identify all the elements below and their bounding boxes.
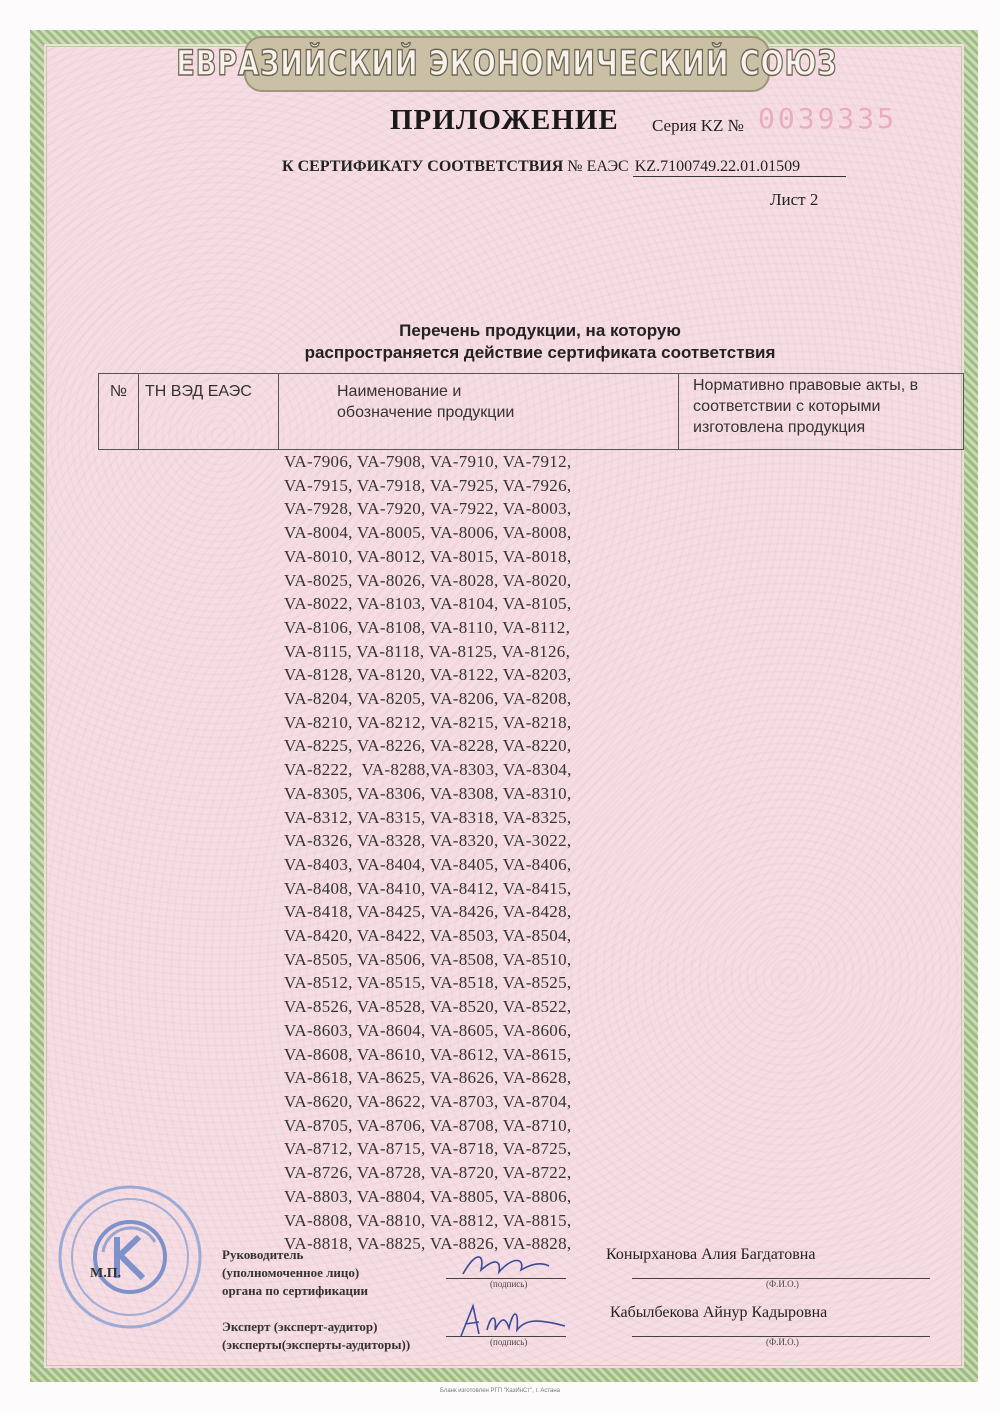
expert-label-line2: (эксперты(эксперты-аудиторы)) [222, 1337, 411, 1352]
head-label-line2: (уполномоченное лицо) [222, 1265, 360, 1280]
product-line: VA-7906, VA-7908, VA-7910, VA-7912, [284, 452, 572, 471]
product-line: VA-8603, VA-8604, VA-8605, VA-8606, [284, 1020, 572, 1040]
list-title [230, 320, 850, 364]
product-line: VA-7928, VA-7920, VA-7922, VA-8003, [284, 499, 572, 519]
product-line: VA-8712, VA-8715, VA-8718, VA-8725, [284, 1139, 572, 1159]
product-line: VA-7915, VA-7918, VA-7925, VA-7926, [284, 475, 572, 495]
product-line: VA-8408, VA-8410, VA-8412, VA-8415, [284, 878, 572, 898]
expert-signature-caption: (подпись) [490, 1337, 528, 1347]
certificate-prefix: К СЕРТИФИКАТУ СООТВЕТСТВИЯ [282, 158, 564, 175]
product-line: VA-8505, VA-8506, VA-8508, VA-8510, [284, 949, 572, 969]
document-title: ПРИЛОЖЕНИЕ [390, 104, 619, 136]
product-line: VA-8115, VA-8118, VA-8125, VA-8126, [284, 641, 571, 661]
product-line: VA-8326, VA-8328, VA-8320, VA-3022, [284, 831, 572, 851]
product-line: VA-8808, VA-8810, VA-8812, VA-8815, [284, 1210, 572, 1230]
head-fio-caption: (Ф.И.О.) [766, 1279, 799, 1289]
product-line: VA-8705, VA-8706, VA-8708, VA-8710, [284, 1115, 572, 1135]
product-line: VA-8726, VA-8728, VA-8720, VA-8722, [284, 1163, 572, 1183]
sheet-number: Лист 2 [770, 190, 819, 209]
head-signature-icon [455, 1248, 555, 1282]
product-line: VA-8418, VA-8425, VA-8426, VA-8428, [284, 902, 572, 922]
list-title-line1: Перечень продукции, на которую [399, 321, 681, 340]
product-line: VA-8022, VA-8103, VA-8104, VA-8105, [284, 594, 572, 614]
product-line: VA-8403, VA-8404, VA-8405, VA-8406, [284, 854, 572, 874]
header-col-product-name-text: Наименование и обозначение продукции [337, 383, 515, 421]
product-line: VA-8204, VA-8205, VA-8206, VA-8208, [284, 689, 572, 709]
product-line: VA-8526, VA-8528, VA-8520, VA-8522, [284, 997, 572, 1017]
eaeu-header-banner [176, 36, 838, 92]
product-line: VA-8004, VA-8005, VA-8006, VA-8008, [284, 523, 572, 543]
list-title-line2: распространяется действие сертификата соответствия [304, 343, 776, 362]
product-line: VA-8803, VA-8804, VA-8805, VA-8806, [284, 1186, 572, 1206]
head-signatory-label [222, 1246, 368, 1300]
certificate-reference [282, 158, 846, 177]
expert-fio-caption: (Ф.И.О.) [766, 1337, 799, 1347]
product-line: VA-8618, VA-8625, VA-8626, VA-8628, [284, 1068, 572, 1088]
product-line: VA-8010, VA-8012, VA-8015, VA-8018, [284, 546, 572, 566]
certification-stamp-icon [55, 1182, 205, 1332]
expert-name: Кабылбекова Айнур Кадыровна [610, 1304, 828, 1321]
certificate-number: KZ.7100749.22.01.01509 [633, 158, 846, 177]
product-line: VA-8512, VA-8515, VA-8518, VA-8525, [284, 973, 572, 993]
head-label-line3: органа по сертификации [222, 1283, 368, 1298]
product-line: VA-8305, VA-8306, VA-8308, VA-8310, [284, 783, 572, 803]
head-name: Конырханова Алия Багдатовна [606, 1246, 816, 1263]
product-line: VA-8312, VA-8315, VA-8318, VA-8325, [284, 807, 572, 827]
form-footer: Бланк изготовлен РГП "КазИнСт", г. Астана [439, 1388, 561, 1394]
head-label-line1: Руководитель [222, 1247, 304, 1262]
product-line: VA-8420, VA-8422, VA-8503, VA-8504, [284, 926, 572, 946]
head-signature-caption: (подпись) [490, 1279, 528, 1289]
header-col-tnved: ТН ВЭД ЕАЭС [138, 373, 278, 449]
product-line: VA-8025, VA-8026, VA-8028, VA-8020, [284, 570, 572, 590]
product-line: VA-8818, VA-8825, VA-8826, VA-8828, [284, 1234, 572, 1254]
series-label: Серия KZ № [652, 116, 744, 135]
product-line: VA-8620, VA-8622, VA-8703, VA-8704, [284, 1091, 572, 1111]
expert-signatory-label [222, 1318, 410, 1354]
certificate-no-label: № ЕАЭС [567, 158, 629, 175]
expert-label-line1: Эксперт (эксперт-аудитор) [222, 1319, 378, 1334]
product-line: VA-8608, VA-8610, VA-8612, VA-8615, [284, 1044, 572, 1064]
product-line: VA-8128, VA-8120, VA-8122, VA-8203, [284, 665, 572, 685]
product-models-list [284, 450, 572, 1256]
series-number: 0039335 [758, 102, 898, 135]
eaeu-header-text: ЕВРАЗИЙСКИЙ ЭКОНОМИЧЕСКИЙ СОЮЗ [176, 44, 838, 84]
header-col-regulations: Нормативно правовые акты, в соответствии с которыми изготовлена продукция [678, 373, 964, 449]
header-col-number: № [98, 373, 138, 449]
product-line: VA-8106, VA-8108, VA-8110, VA-8112, [284, 617, 571, 637]
header-col-product-name [278, 373, 678, 449]
product-line: VA-8225, VA-8226, VA-8228, VA-8220, [284, 736, 572, 756]
product-line: VA-8210, VA-8212, VA-8215, VA-8218, [284, 712, 572, 732]
seal-label: М.П. [90, 1266, 122, 1281]
product-line: VA-8222, VA-8288,VA-8303, VA-8304, [284, 760, 572, 780]
